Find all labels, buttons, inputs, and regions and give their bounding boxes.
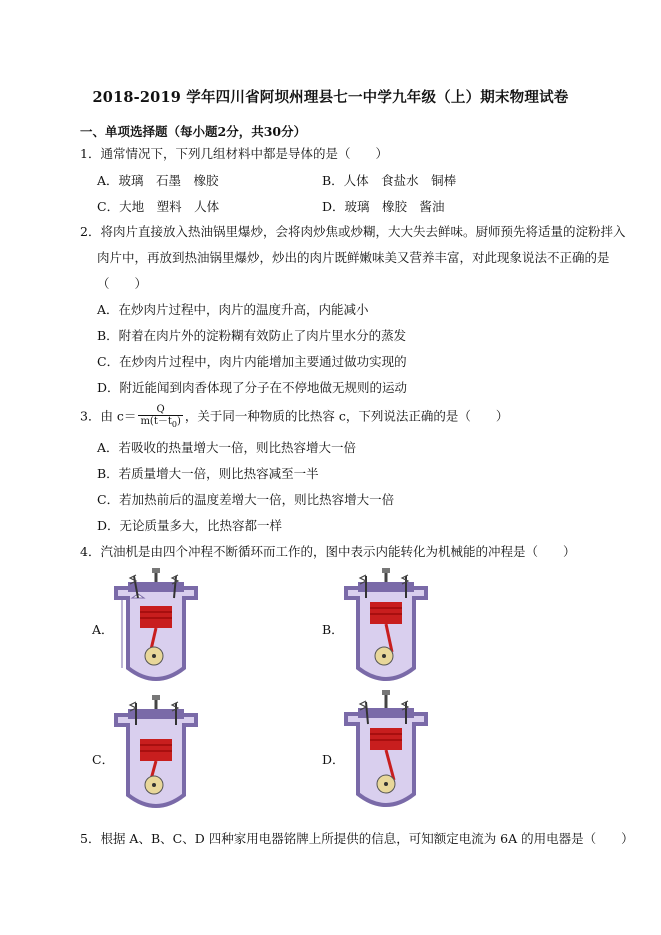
question-2-stem-line-1: 2．将肉片直接放入热油锅里爆炒，会将肉炒焦或炒糊，大大失去鲜味。厨师预先将适量的淀粉拌入 <box>80 224 626 239</box>
engine-c-diagram-icon <box>110 695 202 811</box>
question-4-stem: 4．汽油机是由四个冲程不断循环而工作的，图中表示内能转化为机械能的冲程是（ ） <box>80 544 576 559</box>
section-heading: 一、单项选择题（每小题2分，共30分） <box>80 124 307 139</box>
question-3-stem-suffix: ，关于同一种物质的比热容 c，下列说法正确的是（ ） <box>184 408 509 424</box>
question-2-stem-line-3: （ ） <box>97 276 148 291</box>
question-2-stem-line-2: 肉片中，再放到热油锅里爆炒，炒出的肉片既鲜嫩味美又营养丰富，对此现象说法不正确的是 <box>97 250 610 265</box>
specific-heat-formula <box>138 404 182 430</box>
formula-subscript: 0 <box>171 420 177 429</box>
question-1-option-c: C．大地 塑料 人体 <box>97 199 220 214</box>
question-1-stem: 1．通常情况下，下列几组材料中都是导体的是（ ） <box>80 146 388 161</box>
question-1-option-a: A．玻璃 石墨 橡胶 <box>97 173 219 188</box>
formula-close-paren: ) <box>176 416 181 427</box>
question-3-stem <box>80 404 508 430</box>
engine-d-diagram-icon <box>340 690 432 814</box>
question-4-option-a: A． <box>92 622 114 637</box>
question-2-option-b: B．附着在肉片外的淀粉糊有效防止了肉片里水分的蒸发 <box>97 328 407 343</box>
question-2-option-d: D．附近能闻到肉香体现了分子在不停地做无规则的运动 <box>97 380 408 395</box>
question-4-option-d: D． <box>322 752 345 767</box>
formula-denominator <box>138 415 182 430</box>
formula-denominator-text: m(t－t <box>140 416 172 427</box>
question-4-option-c: C． <box>92 752 115 767</box>
formula-numerator: Q <box>156 404 165 415</box>
question-3-stem-prefix: 3．由 c＝ <box>80 408 137 424</box>
question-1-option-b: B．人体 食盐水 铜棒 <box>322 173 457 188</box>
question-5-stem: 5．根据 A、B、C、D 四种家用电器铭牌上所提供的信息，可知额定电流为 6A 的用电器是（ ） <box>80 831 634 846</box>
question-2-option-c: C．在炒肉片过程中，肉片内能增加主要通过做功实现的 <box>97 354 407 369</box>
document-title: 2018-2019 学年四川省阿坝州理县七一中学九年级（上）期末物理试卷 <box>92 89 569 106</box>
question-3-option-c: C．若加热前后的温度差增大一倍，则比热容增大一倍 <box>97 492 395 507</box>
question-1-option-d: D．玻璃 橡胶 酱油 <box>322 199 445 214</box>
question-3-option-a: A．若吸收的热量增大一倍，则比热容增大一倍 <box>97 440 357 455</box>
engine-b-diagram-icon <box>340 568 432 684</box>
question-2-option-a: A．在炒肉片过程中，肉片的温度升高，内能减小 <box>97 302 369 317</box>
question-3-option-d: D．无论质量多大，比热容都一样 <box>97 518 283 533</box>
question-4-option-b: B． <box>322 622 344 637</box>
engine-a-diagram-icon <box>110 568 202 684</box>
question-3-option-b: B．若质量增大一倍，则比热容减至一半 <box>97 466 319 481</box>
